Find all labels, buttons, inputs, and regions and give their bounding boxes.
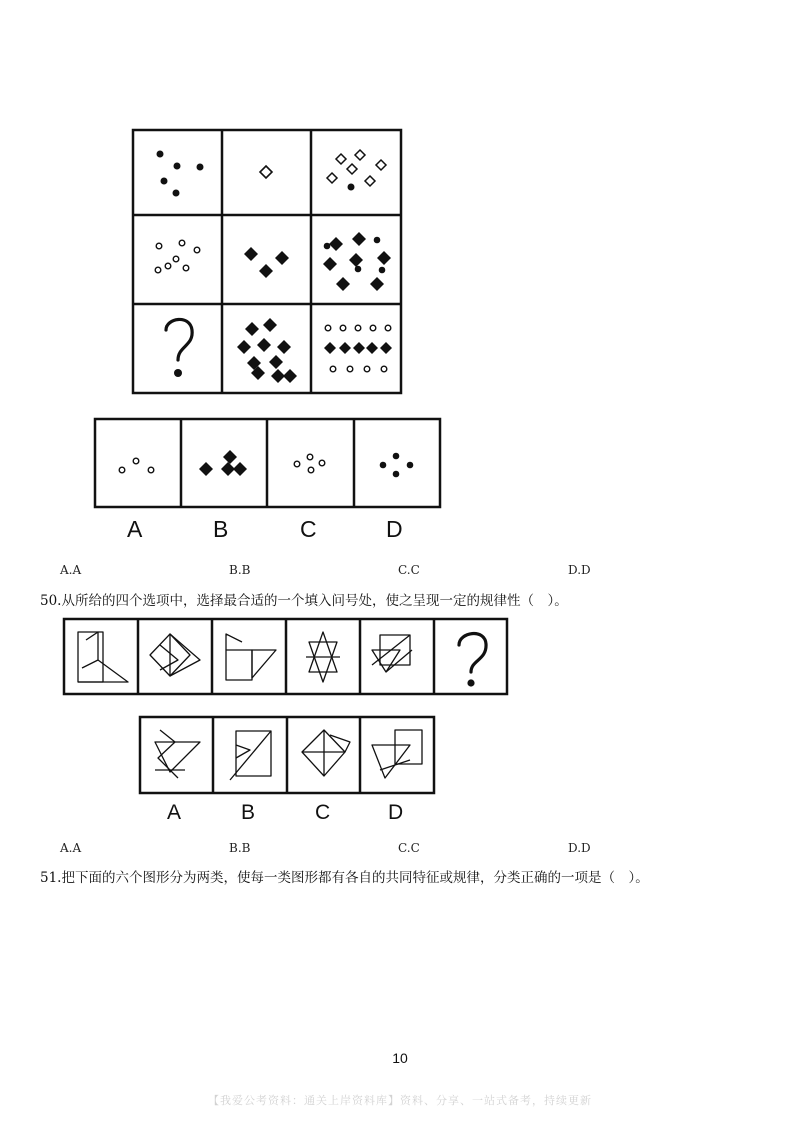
q49-choice-b[interactable]: B.B xyxy=(229,563,251,577)
q50-letter-c: C xyxy=(315,801,331,824)
q50-choices xyxy=(0,841,800,861)
q49-choice-d[interactable]: D.D xyxy=(568,563,591,577)
q50-option-letters xyxy=(0,801,800,831)
q50-option-a-shape xyxy=(155,730,200,778)
q50-option-d-shape xyxy=(372,730,422,778)
q49-choice-a[interactable]: A.A xyxy=(60,563,82,577)
q50-option-b-shape xyxy=(230,731,271,780)
q50-letter-a: A xyxy=(167,801,182,824)
q50-choice-d[interactable]: D.D xyxy=(568,841,591,855)
q50-question-text: 50.从所给的四个选项中，选择最合适的一个填入问号处，使之呈现一定的规律性（ ）。 xyxy=(40,593,568,609)
q50-choice-c[interactable]: C.C xyxy=(398,841,420,855)
q49-choice-c[interactable]: C.C xyxy=(398,563,420,577)
q50-choice-a[interactable]: A.A xyxy=(60,841,82,855)
q50-choice-b[interactable]: B.B xyxy=(229,841,251,855)
q49-letter-c: C xyxy=(300,516,317,542)
page-number: 10 xyxy=(392,1050,408,1066)
q50-letter-b: B xyxy=(241,801,256,824)
q49-letter-a: A xyxy=(127,516,143,542)
q50-letter-d: D xyxy=(388,801,404,824)
q51-question-text: 51.把下面的六个图形分为两类，使每一类图形都有各自的共同特征或规律，分类正确的一项是（ ）。 xyxy=(40,870,649,886)
footer-watermark: 【我爱公考资料：通关上岸资料库】资料、分享、一站式备考，持续更新 xyxy=(208,1094,592,1107)
q49-letter-d: D xyxy=(386,516,403,542)
q49-letter-b: B xyxy=(213,516,229,542)
q50-option-c-shape xyxy=(302,730,350,776)
